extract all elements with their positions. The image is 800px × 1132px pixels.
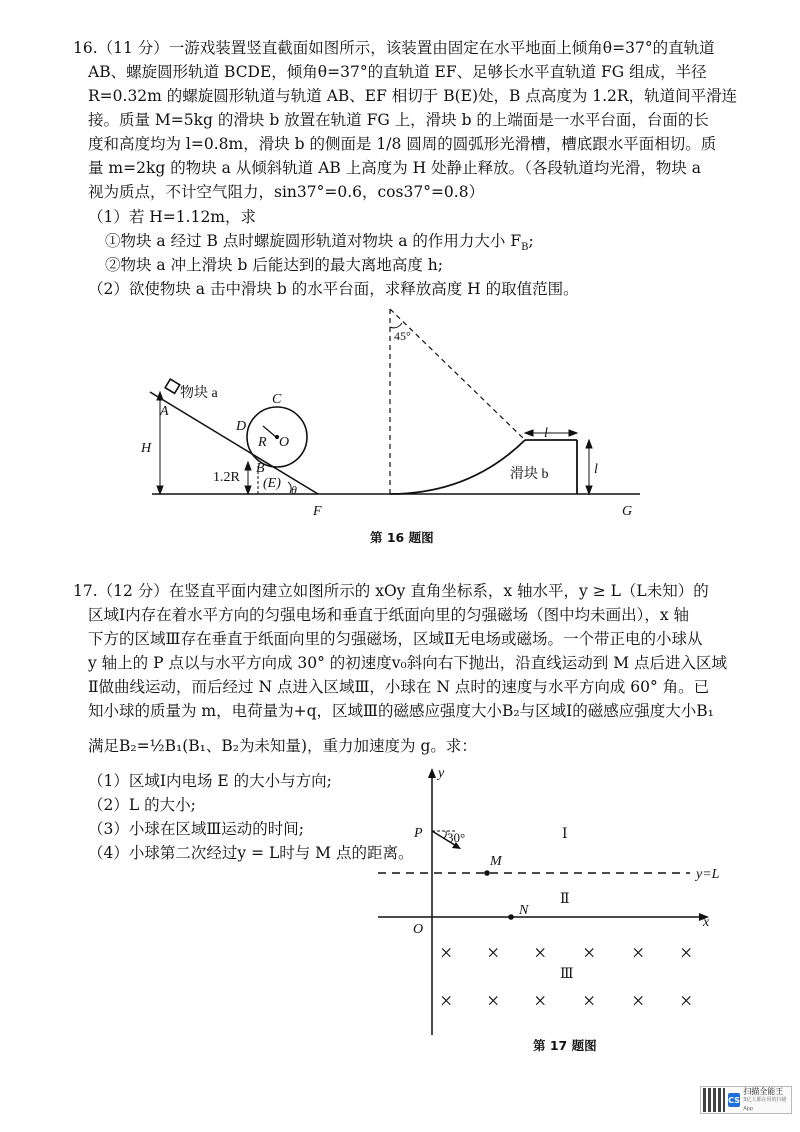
label-o: O (279, 435, 290, 450)
label-e: (E) (263, 476, 281, 491)
label-a: A (160, 404, 169, 419)
label-block-a: 物块 a (180, 386, 218, 401)
q16-sub-1: （1）若 H=1.12m，求 (88, 208, 257, 226)
scanner-watermark (700, 1086, 792, 1114)
label-region-2: Ⅱ (560, 892, 570, 907)
q16-line-7: 视为质点，不计空气阻力，sin37°=0.6，cos37°=0.8） (88, 183, 485, 201)
label-30: 30° (447, 830, 466, 845)
q17-line-3: 下方的区域Ⅲ存在垂直于纸面向里的匀强磁场，区域Ⅱ无电场或磁场。一个带正电的小球从 (88, 630, 703, 648)
label-h: H (141, 441, 152, 456)
watermark-subtitle: 3亿人都在用的扫描App (743, 1096, 787, 1112)
label-r: R (258, 435, 267, 450)
q16-line-5: 度和高度均为 l=0.8m，滑块 b 的侧面是 1/8 圆周的圆弧形光滑槽，槽底跟水平面相切。质 (88, 135, 717, 153)
label-region-1: Ⅰ (562, 827, 568, 842)
qr-code-icon (703, 1088, 725, 1112)
cross-mark: × (440, 940, 453, 965)
q16-line-2: AB、螺旋圆形轨道 BCDE，倾角θ=37°的直轨道 EF、足够长水平直轨道 FG 组成，半径 (88, 63, 707, 81)
cs-logo-icon: CS (728, 1093, 741, 1107)
q17-line-4: y 轴上的 P 点以与水平方向成 30° 的初速度v₀斜向右下抛出，沿直线运动到 M 点后进入区域 (88, 654, 727, 672)
label-g: G (622, 504, 633, 519)
q17-question-3: （3）小球在区域Ⅲ运动的时间; (88, 820, 305, 838)
label-p: P (414, 826, 423, 841)
q17-question-4: （4）小球第二次经过y = L时与 M 点的距离。 (88, 844, 414, 862)
q17-line-7: 满足B₂=½B₁(B₁、B₂为未知量)，重力加速度为 g。求： (88, 737, 477, 755)
cross-mark: × (534, 988, 547, 1013)
cross-mark: × (583, 988, 596, 1013)
label-12r: 1.2R (213, 470, 240, 485)
figure-17-caption: 第 17 题图 (533, 1038, 597, 1053)
cross-mark: × (680, 940, 693, 965)
label-yl: y=L (696, 867, 720, 882)
cross-mark: × (632, 988, 645, 1013)
q16-line-6: 量 m=2kg 的物块 a 从倾斜轨道 AB 上高度为 H 处静止释放。（各段轨道均光滑，物块 a (88, 159, 702, 177)
cross-mark: × (680, 988, 693, 1013)
watermark-title: 扫描全能王 (743, 1086, 784, 1096)
arc-groove (390, 440, 525, 494)
label-n: N (519, 903, 529, 918)
label-45: 45° (394, 329, 411, 343)
label-b: B (256, 461, 265, 476)
q17-line-6: 知小球的质量为 m，电荷量为+q，区域Ⅲ的磁感应强度大小B₂与区域Ⅰ的磁感应强度大小B₁ (88, 702, 714, 720)
q17-line-5: Ⅱ做曲线运动，而后经过 N 点进入区域Ⅲ，小球在 N 点时的速度与水平方向成 60° 角。已 (88, 678, 710, 696)
label-origin: O (413, 922, 424, 937)
q16-line-3: R=0.32m 的螺旋圆形轨道与轨道 AB、EF 相切于 B(E)处，B 点高度为 1.2R，轨道间平滑连 (88, 87, 738, 105)
q16-line-1: 16.（11 分）一游戏装置竖直截面如图所示，该装置由固定在水平地面上倾角θ=37°的直轨道 (73, 39, 715, 57)
cross-mark: × (487, 988, 500, 1013)
cross-mark: × (632, 940, 645, 965)
cross-mark: × (534, 940, 547, 965)
cross-mark: × (440, 988, 453, 1013)
block-a (165, 379, 180, 393)
label-region-3: Ⅲ (560, 967, 574, 982)
cross-mark: × (583, 940, 596, 965)
point-n (508, 914, 514, 920)
q16-sub-4: （2）欲使物块 a 击中滑块 b 的水平台面，求释放高度 H 的取值范围。 (88, 280, 579, 298)
label-theta: θ (291, 483, 297, 497)
q17-line-2: 区域Ⅰ内存在着水平方向的匀强电场和垂直于纸面向里的匀强磁场（图中均未画出），x 轴 (88, 606, 690, 624)
label-block-b: 滑块 b (510, 467, 549, 482)
q17-line-1: 17.（12 分）在竖直平面内建立如图所示的 xOy 直角坐标系，x 轴水平，y ≥ L（L未知）的 (73, 582, 709, 600)
q17-question-1: （1）区域Ⅰ内电场 E 的大小与方向; (88, 772, 332, 790)
label-y: y (438, 766, 445, 781)
label-f: F (313, 504, 322, 519)
q16-sub-3: ②物块 a 冲上滑块 b 后能达到的最大离地高度 h; (105, 256, 444, 274)
label-l-side: l (594, 462, 598, 477)
q16-line-4: 接。质量 M=5kg 的滑块 b 放置在轨道 FG 上，滑块 b 的上端面是一水平台面，台面的长 (88, 111, 709, 129)
label-d: D (236, 419, 247, 434)
cross-mark: × (487, 940, 500, 965)
label-x: x (703, 915, 710, 930)
point-m (484, 870, 490, 876)
label-m: M (490, 854, 502, 869)
label-l-top: l (544, 426, 548, 441)
figure-16-caption: 第 16 题图 (370, 530, 434, 545)
label-c: C (272, 392, 282, 407)
q17-question-2: （2）L 的大小; (88, 796, 196, 814)
q16-sub-2: ①物块 a 经过 B 点时螺旋圆形轨道对物块 a 的作用力大小 $F_B$; (105, 232, 534, 254)
